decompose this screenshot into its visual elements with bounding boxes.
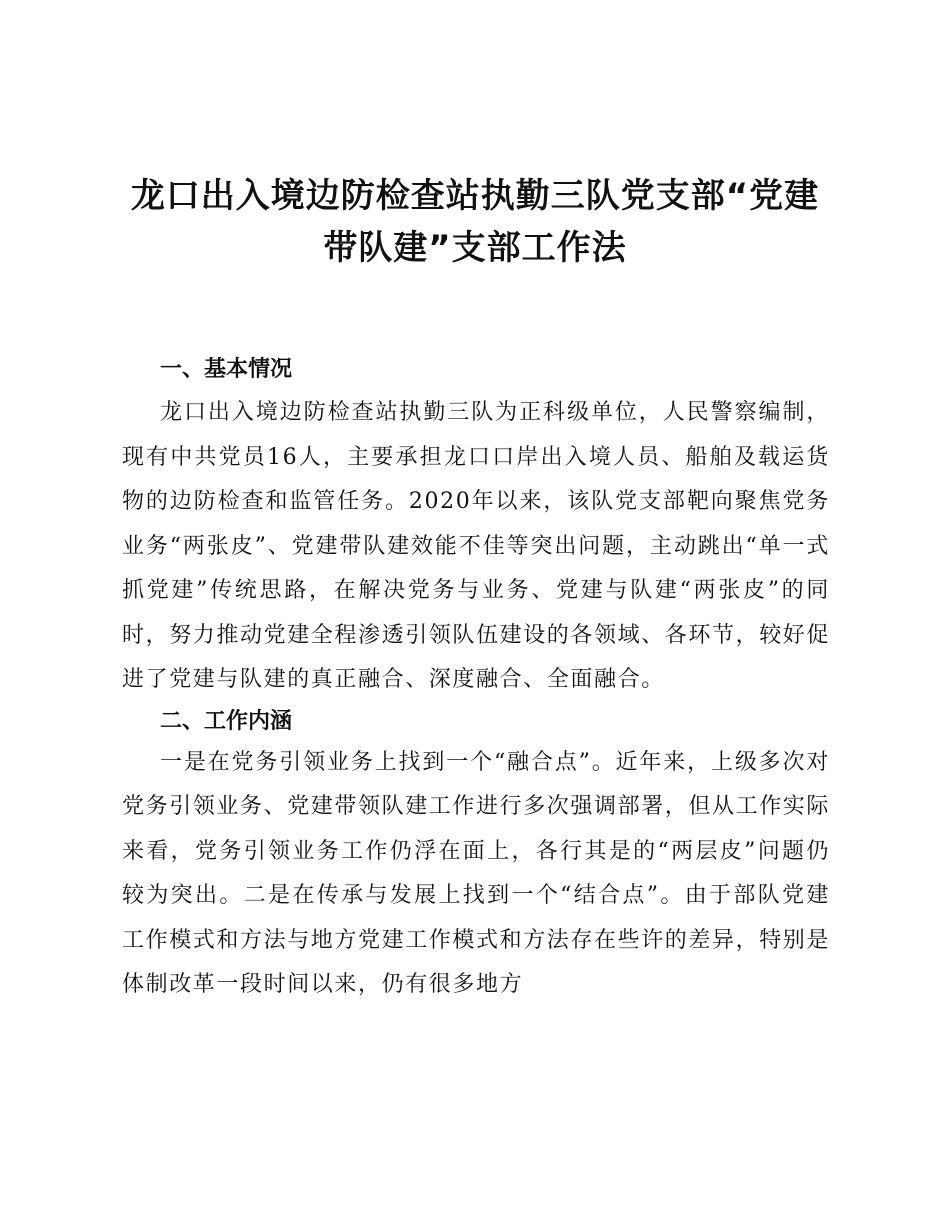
title-line-2: 带队建”支部工作法 (323, 228, 627, 268)
section-heading-work-content: 二、工作内涵 (160, 708, 293, 734)
document-title (120, 170, 830, 274)
title-line-1: 龙口出入境边防检查站执勤三队党支部“党建 (130, 176, 820, 216)
section-paragraph-basic-info: 龙口出入境边防检查站执勤三队为正科级单位，人民警察编制，现有中共党员16人，主要承担龙口口岸出入境人员、船舶及载运货物的边防检查和监管任务。2020年以来，该队党支部靶向聚焦党务业务“两张皮”、党建带队建效能不佳等突出问题，主动跳出“单一式抓党建”传统思路，在解决党务与业务、党建与队建“两张皮”的同时，努力推动党建全程渗透引领队伍建设的各领域、各环节，较好促进了党建与队建的真正融合、深度融合、全面融合。 (122, 400, 831, 692)
section-paragraph-work-content: 一是在党务引领业务上找到一个“融合点”。近年来，上级多次对党务引领业务、党建带领队建工作进行多次强调部署，但从工作实际来看，党务引领业务工作仍浮在面上，各行其是的“两层皮”问题仍较为突出。二是在传承与发展上找到一个“结合点”。由于部队党建工作模式和方法与地方党建工作模式和方法存在些许的差异，特别是体制改革一段时间以来，仍有很多地方 (122, 749, 831, 997)
section-heading-basic-info: 一、基本情况 (160, 357, 293, 382)
document-body (122, 351, 830, 1008)
